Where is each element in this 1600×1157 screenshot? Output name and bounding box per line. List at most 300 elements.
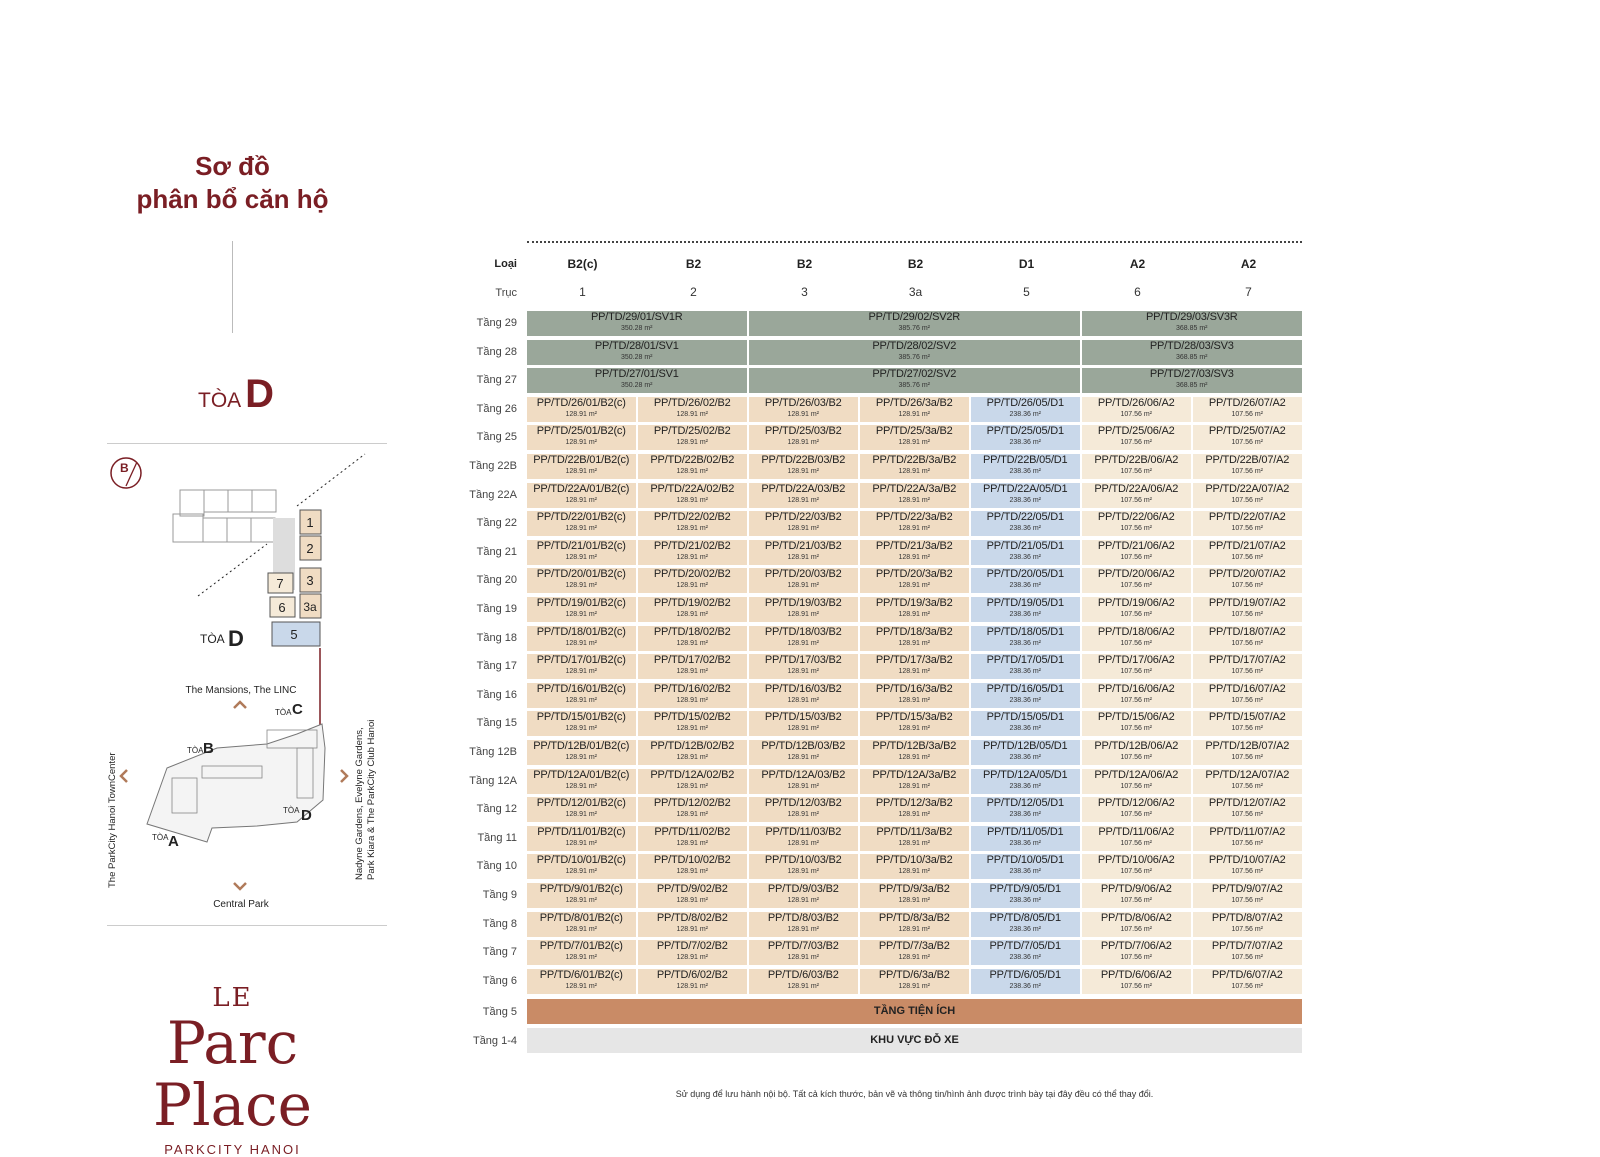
unit-cell[interactable] — [860, 626, 969, 651]
unit-cell[interactable] — [1082, 940, 1191, 965]
unit-cell[interactable] — [860, 940, 969, 965]
unit-cell[interactable] — [971, 854, 1080, 879]
unit-code: PP/TD/19/06/A2 — [1097, 597, 1175, 609]
unit-cell[interactable] — [638, 568, 747, 593]
unit-cell[interactable] — [860, 797, 969, 822]
unit-area: 107.56 m² — [1231, 582, 1264, 590]
unit-code: PP/TD/12A/07/A2 — [1205, 768, 1290, 781]
unit-area: 128.91 m² — [676, 954, 709, 962]
unit-cell[interactable] — [638, 969, 747, 994]
unit-area: 128.91 m² — [787, 525, 820, 533]
unit-cell[interactable] — [860, 969, 969, 994]
unit-cell[interactable] — [749, 912, 858, 937]
unit-cell[interactable] — [749, 711, 858, 736]
unit-cell[interactable] — [1193, 969, 1302, 994]
penthouse-unit-cell[interactable] — [527, 340, 747, 365]
unit-code: PP/TD/12B/06/A2 — [1094, 740, 1179, 752]
unit-area: 128.91 m² — [787, 611, 820, 618]
unit-cell[interactable] — [749, 826, 858, 851]
penthouse-unit-cell[interactable] — [1082, 368, 1302, 393]
unit-code: PP/TD/15/07/A2 — [1208, 711, 1286, 724]
unit-cell[interactable] — [1082, 711, 1191, 736]
unit-area: 238.36 m² — [1009, 582, 1042, 590]
unit-cell[interactable] — [749, 740, 858, 765]
unit-cell[interactable] — [749, 797, 858, 822]
unit-code: PP/TD/26/02/B2 — [653, 396, 731, 409]
unit-code: PP/TD/22B/05/D1 — [983, 454, 1068, 466]
unit-cell[interactable] — [971, 883, 1080, 908]
unit-cell[interactable] — [638, 454, 747, 479]
unit-cell[interactable] — [749, 568, 858, 593]
building-label — [198, 372, 274, 417]
unit-cell[interactable] — [527, 511, 636, 536]
unit-cell[interactable] — [971, 740, 1080, 765]
unit-area: 128.91 m² — [676, 410, 709, 418]
unit-cell[interactable] — [638, 769, 747, 794]
unit-cell[interactable] — [1193, 683, 1302, 708]
unit-cell[interactable] — [1082, 425, 1191, 450]
unit-code: PP/TD/28/02/SV2 — [872, 339, 957, 352]
column-axis-1: 1 — [579, 285, 586, 299]
unit-area: 238.36 m² — [1009, 982, 1042, 990]
unit-code: PP/TD/22A/01/B2(c) — [533, 482, 630, 495]
unit-cell[interactable] — [1193, 940, 1302, 965]
unit-cell[interactable] — [638, 540, 747, 565]
unit-area: 128.91 m² — [676, 982, 709, 990]
unit-cell[interactable] — [749, 511, 858, 536]
column-axis-3: 3 — [801, 285, 808, 299]
chevron-left-icon — [121, 770, 127, 782]
unit-area: 238.36 m² — [1009, 954, 1042, 962]
unit-cell[interactable] — [749, 397, 858, 422]
unit-cell[interactable] — [1082, 854, 1191, 879]
unit-cell[interactable] — [1193, 769, 1302, 794]
unit-cell[interactable] — [860, 826, 969, 851]
unit-area: 107.56 m² — [1120, 782, 1153, 790]
unit-code: PP/TD/21/02/B2 — [653, 539, 731, 552]
west-label: The ParkCity Hanoi TownCenter — [107, 752, 118, 888]
unit-area: 128.91 m² — [898, 525, 931, 533]
unit-area: 128.91 m² — [565, 525, 598, 533]
unit-area: 107.56 m² — [1120, 611, 1153, 618]
penthouse-unit-cell[interactable] — [527, 368, 747, 393]
unit-area: 128.91 m² — [898, 582, 931, 590]
unit-cell[interactable] — [1082, 683, 1191, 708]
title-line-2: phân bổ căn hộ — [136, 184, 329, 214]
unit-cell[interactable] — [1193, 626, 1302, 651]
unit-area: 107.56 m² — [1120, 468, 1153, 475]
unit-cell[interactable] — [971, 912, 1080, 937]
unit-code: PP/TD/8/3a/B2 — [878, 911, 950, 924]
unit-cell[interactable] — [638, 626, 747, 651]
unit-cell[interactable] — [638, 711, 747, 736]
unit-cell[interactable] — [527, 769, 636, 794]
unit-code: PP/TD/22A/07/A2 — [1205, 482, 1290, 495]
unit-cell[interactable] — [1082, 797, 1191, 822]
penthouse-unit-cell[interactable] — [749, 368, 1080, 393]
unit-code: PP/TD/9/03/B2 — [767, 883, 839, 895]
unit-code: PP/TD/15/06/A2 — [1097, 711, 1175, 724]
unit-area: 128.91 m² — [676, 525, 709, 533]
unit-cell[interactable] — [1082, 568, 1191, 593]
unit-area: 128.91 m² — [565, 982, 598, 990]
unit-area: 107.56 m² — [1120, 725, 1153, 733]
unit-area: 128.91 m² — [898, 410, 931, 418]
floor-label: Tầng 12A — [469, 774, 517, 787]
floor-label: Tầng 11 — [477, 831, 517, 844]
unit-code: PP/TD/19/02/B2 — [653, 597, 731, 609]
unit-cell[interactable] — [527, 912, 636, 937]
unit-code: PP/TD/22/07/A2 — [1208, 511, 1286, 524]
divider — [107, 925, 387, 926]
unit-area: 128.91 m² — [565, 868, 598, 876]
unit-cell[interactable] — [860, 912, 969, 937]
unit-cell[interactable] — [1082, 654, 1191, 679]
unit-cell[interactable] — [638, 511, 747, 536]
unit-cell[interactable] — [1193, 540, 1302, 565]
unit-cell[interactable] — [1082, 511, 1191, 536]
unit-area: 107.56 m² — [1231, 925, 1264, 933]
unit-cell[interactable] — [1082, 969, 1191, 994]
unit-cell[interactable] — [971, 797, 1080, 822]
unit-area: 128.91 m² — [898, 811, 931, 819]
unit-cell[interactable] — [1193, 397, 1302, 422]
unit-cell[interactable] — [749, 540, 858, 565]
floor-label: Tầng 12B — [469, 746, 517, 758]
unit-cell[interactable] — [749, 940, 858, 965]
penthouse-unit-cell[interactable] — [1082, 340, 1302, 365]
unit-area: 128.91 m² — [676, 553, 709, 561]
unit-cell[interactable] — [1082, 540, 1191, 565]
unit-area: 128.91 m² — [787, 754, 820, 761]
unit-code: PP/TD/17/05/D1 — [986, 654, 1064, 667]
unit-code: PP/TD/16/05/D1 — [986, 682, 1064, 695]
north-label: The Mansions, The LINC — [185, 685, 297, 696]
unit-cell[interactable] — [971, 654, 1080, 679]
unit-cell[interactable] — [749, 425, 858, 450]
unit-area: 368.85 m² — [1175, 382, 1208, 390]
floor-label: Tầng 9 — [482, 889, 517, 901]
unit-cell[interactable] — [527, 397, 636, 422]
unit-code: PP/TD/28/01/SV1 — [594, 339, 679, 352]
unit-cell[interactable] — [1082, 883, 1191, 908]
unit-code: PP/TD/9/02/B2 — [656, 883, 728, 895]
unit-cell[interactable] — [638, 425, 747, 450]
unit-cell[interactable] — [527, 797, 636, 822]
unit-area: 128.91 m² — [898, 639, 931, 647]
unit-code: PP/TD/9/07/A2 — [1211, 883, 1283, 895]
unit-code: PP/TD/6/3a/B2 — [878, 968, 950, 981]
unit-cell[interactable] — [527, 711, 636, 736]
unit-cell[interactable] — [749, 769, 858, 794]
unit-cell[interactable] — [1193, 568, 1302, 593]
unit-cell[interactable] — [527, 883, 636, 908]
unit-area: 128.91 m² — [898, 468, 931, 475]
unit-area: 238.36 m² — [1009, 553, 1042, 561]
unit-code: PP/TD/8/05/D1 — [989, 911, 1061, 924]
unit-cell[interactable] — [749, 483, 858, 508]
unit-cell[interactable] — [1193, 854, 1302, 879]
unit-area: 128.91 m² — [787, 468, 820, 475]
unit-cell[interactable] — [1082, 397, 1191, 422]
unit-cell[interactable] — [527, 483, 636, 508]
unit-cell[interactable] — [1082, 626, 1191, 651]
unit-cell[interactable] — [638, 826, 747, 851]
unit-cell[interactable] — [860, 854, 969, 879]
unit-area: 107.56 m² — [1120, 897, 1153, 904]
unit-cell[interactable] — [971, 454, 1080, 479]
unit-cell[interactable] — [1193, 454, 1302, 479]
tower-c-letter: C — [292, 701, 303, 718]
unit-cell[interactable] — [1193, 711, 1302, 736]
unit-code: PP/TD/22A/02/B2 — [650, 482, 735, 495]
unit-area: 107.56 m² — [1231, 468, 1264, 475]
unit-cell[interactable] — [527, 597, 636, 622]
floor-label: Tầng 10 — [476, 860, 517, 873]
unit-cell[interactable] — [860, 654, 969, 679]
parking-row: KHU VỰC ĐỖ XE — [527, 1028, 1302, 1053]
unit-code: PP/TD/12/07/A2 — [1208, 797, 1286, 810]
unit-code: PP/TD/27/02/SV2 — [872, 368, 957, 381]
unit-code: PP/TD/15/03/B2 — [764, 711, 842, 724]
floor-label: Tầng 22 — [476, 517, 517, 530]
unit-cell[interactable] — [1082, 912, 1191, 937]
unit-area: 107.56 m² — [1231, 696, 1264, 704]
unit-cell[interactable] — [527, 940, 636, 965]
unit-code: PP/TD/11/07/A2 — [1209, 825, 1286, 838]
unit-area: 107.56 m² — [1231, 410, 1264, 418]
unit-cell[interactable] — [749, 454, 858, 479]
unit-code: PP/TD/12B/3a/B2 — [872, 740, 957, 752]
unit-code: PP/TD/20/03/B2 — [764, 568, 842, 581]
unit-code: PP/TD/7/3a/B2 — [878, 940, 950, 953]
type-header: Loại — [494, 258, 517, 270]
unit-area: 128.91 m² — [565, 754, 598, 761]
unit-cell[interactable] — [971, 683, 1080, 708]
unit-code: PP/TD/12/02/B2 — [653, 797, 731, 810]
unit-cell[interactable] — [527, 654, 636, 679]
unit-code: PP/TD/7/01/B2(c) — [539, 940, 623, 953]
unit-cell[interactable] — [860, 454, 969, 479]
floor-label: Tầng 16 — [476, 688, 517, 701]
unit-area: 128.91 m² — [676, 925, 709, 933]
unit-area: 238.36 m² — [1009, 725, 1042, 733]
unit-code: PP/TD/10/3a/B2 — [875, 854, 953, 867]
unit-cell[interactable] — [971, 511, 1080, 536]
unit-cell[interactable] — [1193, 425, 1302, 450]
column-type-7: A2 — [1240, 257, 1257, 271]
unit-cell[interactable] — [638, 940, 747, 965]
unit-cell[interactable] — [749, 654, 858, 679]
unit-code: PP/TD/10/07/A2 — [1208, 854, 1286, 867]
unit-cell[interactable] — [971, 940, 1080, 965]
floor-label: Tầng 22A — [469, 488, 517, 501]
unit-code: PP/TD/15/3a/B2 — [875, 711, 953, 724]
unit-area: 128.91 m² — [565, 496, 598, 504]
unit-cell[interactable] — [1193, 883, 1302, 908]
unit-cell[interactable] — [860, 883, 969, 908]
column-type-3: B2 — [796, 257, 813, 271]
unit-cell[interactable] — [860, 425, 969, 450]
unit-cell[interactable] — [749, 969, 858, 994]
unit-area: 107.56 m² — [1231, 725, 1264, 733]
unit-area: 128.91 m² — [787, 410, 820, 418]
unit-cell[interactable] — [527, 683, 636, 708]
floor-label: Tầng 8 — [482, 917, 517, 930]
unit-cell[interactable] — [638, 797, 747, 822]
unit-cell[interactable] — [527, 626, 636, 651]
unit-cell[interactable] — [638, 397, 747, 422]
unit-cell[interactable] — [527, 826, 636, 851]
unit-cell[interactable] — [527, 854, 636, 879]
unit-area: 128.91 m² — [898, 754, 931, 761]
unit-code: PP/TD/8/02/B2 — [656, 911, 728, 924]
penthouse-unit-cell[interactable] — [749, 311, 1080, 336]
unit-area: 128.91 m² — [676, 696, 709, 704]
unit-cell[interactable] — [527, 969, 636, 994]
unit-code: PP/TD/22B/02/B2 — [650, 454, 735, 466]
unit-cell[interactable] — [1193, 912, 1302, 937]
unit-cell[interactable] — [971, 626, 1080, 651]
amenity-row: TẦNG TIỆN ÍCH — [527, 999, 1302, 1024]
unit-cell[interactable] — [860, 511, 969, 536]
unit-area: 350.28 m² — [620, 382, 653, 390]
unit-code: PP/TD/20/05/D1 — [986, 568, 1064, 581]
unit-cell[interactable] — [1193, 654, 1302, 679]
unit-code: PP/TD/7/03/B2 — [767, 940, 839, 953]
column-axis-2: 2 — [690, 285, 697, 299]
unit-cell[interactable] — [527, 454, 636, 479]
unit-cell[interactable] — [527, 425, 636, 450]
unit-code: PP/TD/27/03/SV3 — [1149, 368, 1234, 381]
unit-cell[interactable] — [971, 826, 1080, 851]
unit-area: 128.91 m² — [565, 925, 598, 933]
unit-cell[interactable] — [638, 683, 747, 708]
unit-cell[interactable] — [638, 883, 747, 908]
unit-code: PP/TD/19/07/A2 — [1208, 597, 1286, 609]
unit-cell[interactable] — [749, 683, 858, 708]
unit-area: 128.91 m² — [676, 725, 709, 733]
unit-3-label: 3 — [306, 573, 314, 588]
unit-cell[interactable] — [1193, 826, 1302, 851]
unit-cell[interactable] — [860, 711, 969, 736]
unit-cell[interactable] — [860, 769, 969, 794]
unit-area: 107.56 m² — [1120, 410, 1153, 418]
unit-code: PP/TD/26/01/B2(c) — [536, 396, 626, 409]
column-type-1: B2(c) — [567, 257, 598, 271]
floor-label: Tầng 29 — [476, 317, 517, 329]
unit-cell[interactable] — [638, 854, 747, 879]
unit-code: PP/TD/10/01/B2(c) — [536, 854, 626, 867]
unit-code: PP/TD/17/02/B2 — [653, 654, 731, 667]
penthouse-unit-cell[interactable] — [1082, 311, 1302, 336]
unit-area: 238.36 m² — [1009, 754, 1042, 761]
unit-cell[interactable] — [1193, 511, 1302, 536]
unit-code: PP/TD/29/01/SV1R — [590, 311, 683, 323]
unit-area: 128.91 m² — [787, 639, 820, 647]
unit-code: PP/TD/11/3a/B2 — [876, 825, 953, 838]
unit-code: PP/TD/20/06/A2 — [1097, 568, 1175, 581]
unit-area: 128.91 m² — [565, 668, 598, 676]
unit-cell[interactable] — [860, 568, 969, 593]
unit-cell[interactable] — [1082, 483, 1191, 508]
unit-cell[interactable] — [1082, 769, 1191, 794]
amenity-floor-label: Tầng 5 — [482, 1006, 517, 1018]
unit-code: PP/TD/26/03/B2 — [764, 396, 842, 409]
unit-cell[interactable] — [749, 626, 858, 651]
unit-cell[interactable] — [638, 912, 747, 937]
unit-area: 128.91 m² — [787, 439, 820, 447]
unit-cell[interactable] — [860, 597, 969, 622]
unit-cell[interactable] — [971, 769, 1080, 794]
unit-code: PP/TD/6/02/B2 — [656, 968, 728, 981]
unit-cell[interactable] — [638, 654, 747, 679]
unit-cell[interactable] — [1082, 740, 1191, 765]
south-label: Central Park — [213, 899, 269, 910]
toa-d-prefix: TÒA — [200, 632, 225, 646]
unit-cell[interactable] — [971, 568, 1080, 593]
unit-cell[interactable] — [860, 483, 969, 508]
unit-cell[interactable] — [1193, 597, 1302, 622]
unit-cell[interactable] — [1193, 483, 1302, 508]
unit-cell[interactable] — [527, 740, 636, 765]
unit-cell[interactable] — [971, 425, 1080, 450]
unit-cell[interactable] — [971, 483, 1080, 508]
unit-cell[interactable] — [1082, 826, 1191, 851]
unit-cell[interactable] — [860, 683, 969, 708]
building-letter: D — [245, 372, 275, 416]
unit-cell[interactable] — [1082, 597, 1191, 622]
column-axis-6: 6 — [1134, 285, 1141, 299]
unit-cell[interactable] — [749, 883, 858, 908]
unit-cell[interactable] — [638, 597, 747, 622]
unit-code: PP/TD/6/03/B2 — [767, 968, 839, 981]
unit-cell[interactable] — [1193, 740, 1302, 765]
table-top-border — [527, 241, 1302, 243]
chevron-down-icon — [234, 883, 246, 889]
unit-code: PP/TD/7/07/A2 — [1211, 940, 1283, 953]
unit-cell[interactable] — [971, 711, 1080, 736]
unit-cell[interactable] — [971, 397, 1080, 422]
unit-cell[interactable] — [971, 969, 1080, 994]
unit-area: 107.56 m² — [1120, 639, 1153, 647]
column-axis-4: 3a — [908, 285, 923, 299]
unit-cell[interactable] — [860, 740, 969, 765]
unit-cell[interactable] — [638, 483, 747, 508]
unit-cell[interactable] — [971, 597, 1080, 622]
floor-label: Tầng 6 — [482, 974, 517, 987]
unit-cell[interactable] — [860, 397, 969, 422]
unit-cell[interactable] — [1082, 454, 1191, 479]
penthouse-unit-cell[interactable] — [527, 311, 747, 336]
unit-cell[interactable] — [971, 540, 1080, 565]
unit-code: PP/TD/12A/06/A2 — [1094, 768, 1179, 781]
footer-note: Sử dụng để lưu hành nội bộ. Tất cả kích thước, bản vẽ và thông tin/hình ảnh được trình bày tại đây đều có thể thay đổi. — [675, 1089, 1154, 1099]
unit-area: 128.91 m² — [565, 725, 598, 733]
unit-cell[interactable] — [749, 854, 858, 879]
penthouse-unit-cell[interactable] — [749, 340, 1080, 365]
floor-label: Tầng 26 — [476, 402, 517, 415]
unit-area: 128.91 m² — [787, 982, 820, 990]
unit-cell[interactable] — [860, 540, 969, 565]
unit-cell[interactable] — [527, 540, 636, 565]
brand-logo — [100, 984, 365, 1157]
unit-cell[interactable] — [638, 740, 747, 765]
unit-cell[interactable] — [1193, 797, 1302, 822]
unit-cell[interactable] — [749, 597, 858, 622]
unit-area: 128.91 m² — [565, 553, 598, 561]
unit-cell[interactable] — [527, 568, 636, 593]
